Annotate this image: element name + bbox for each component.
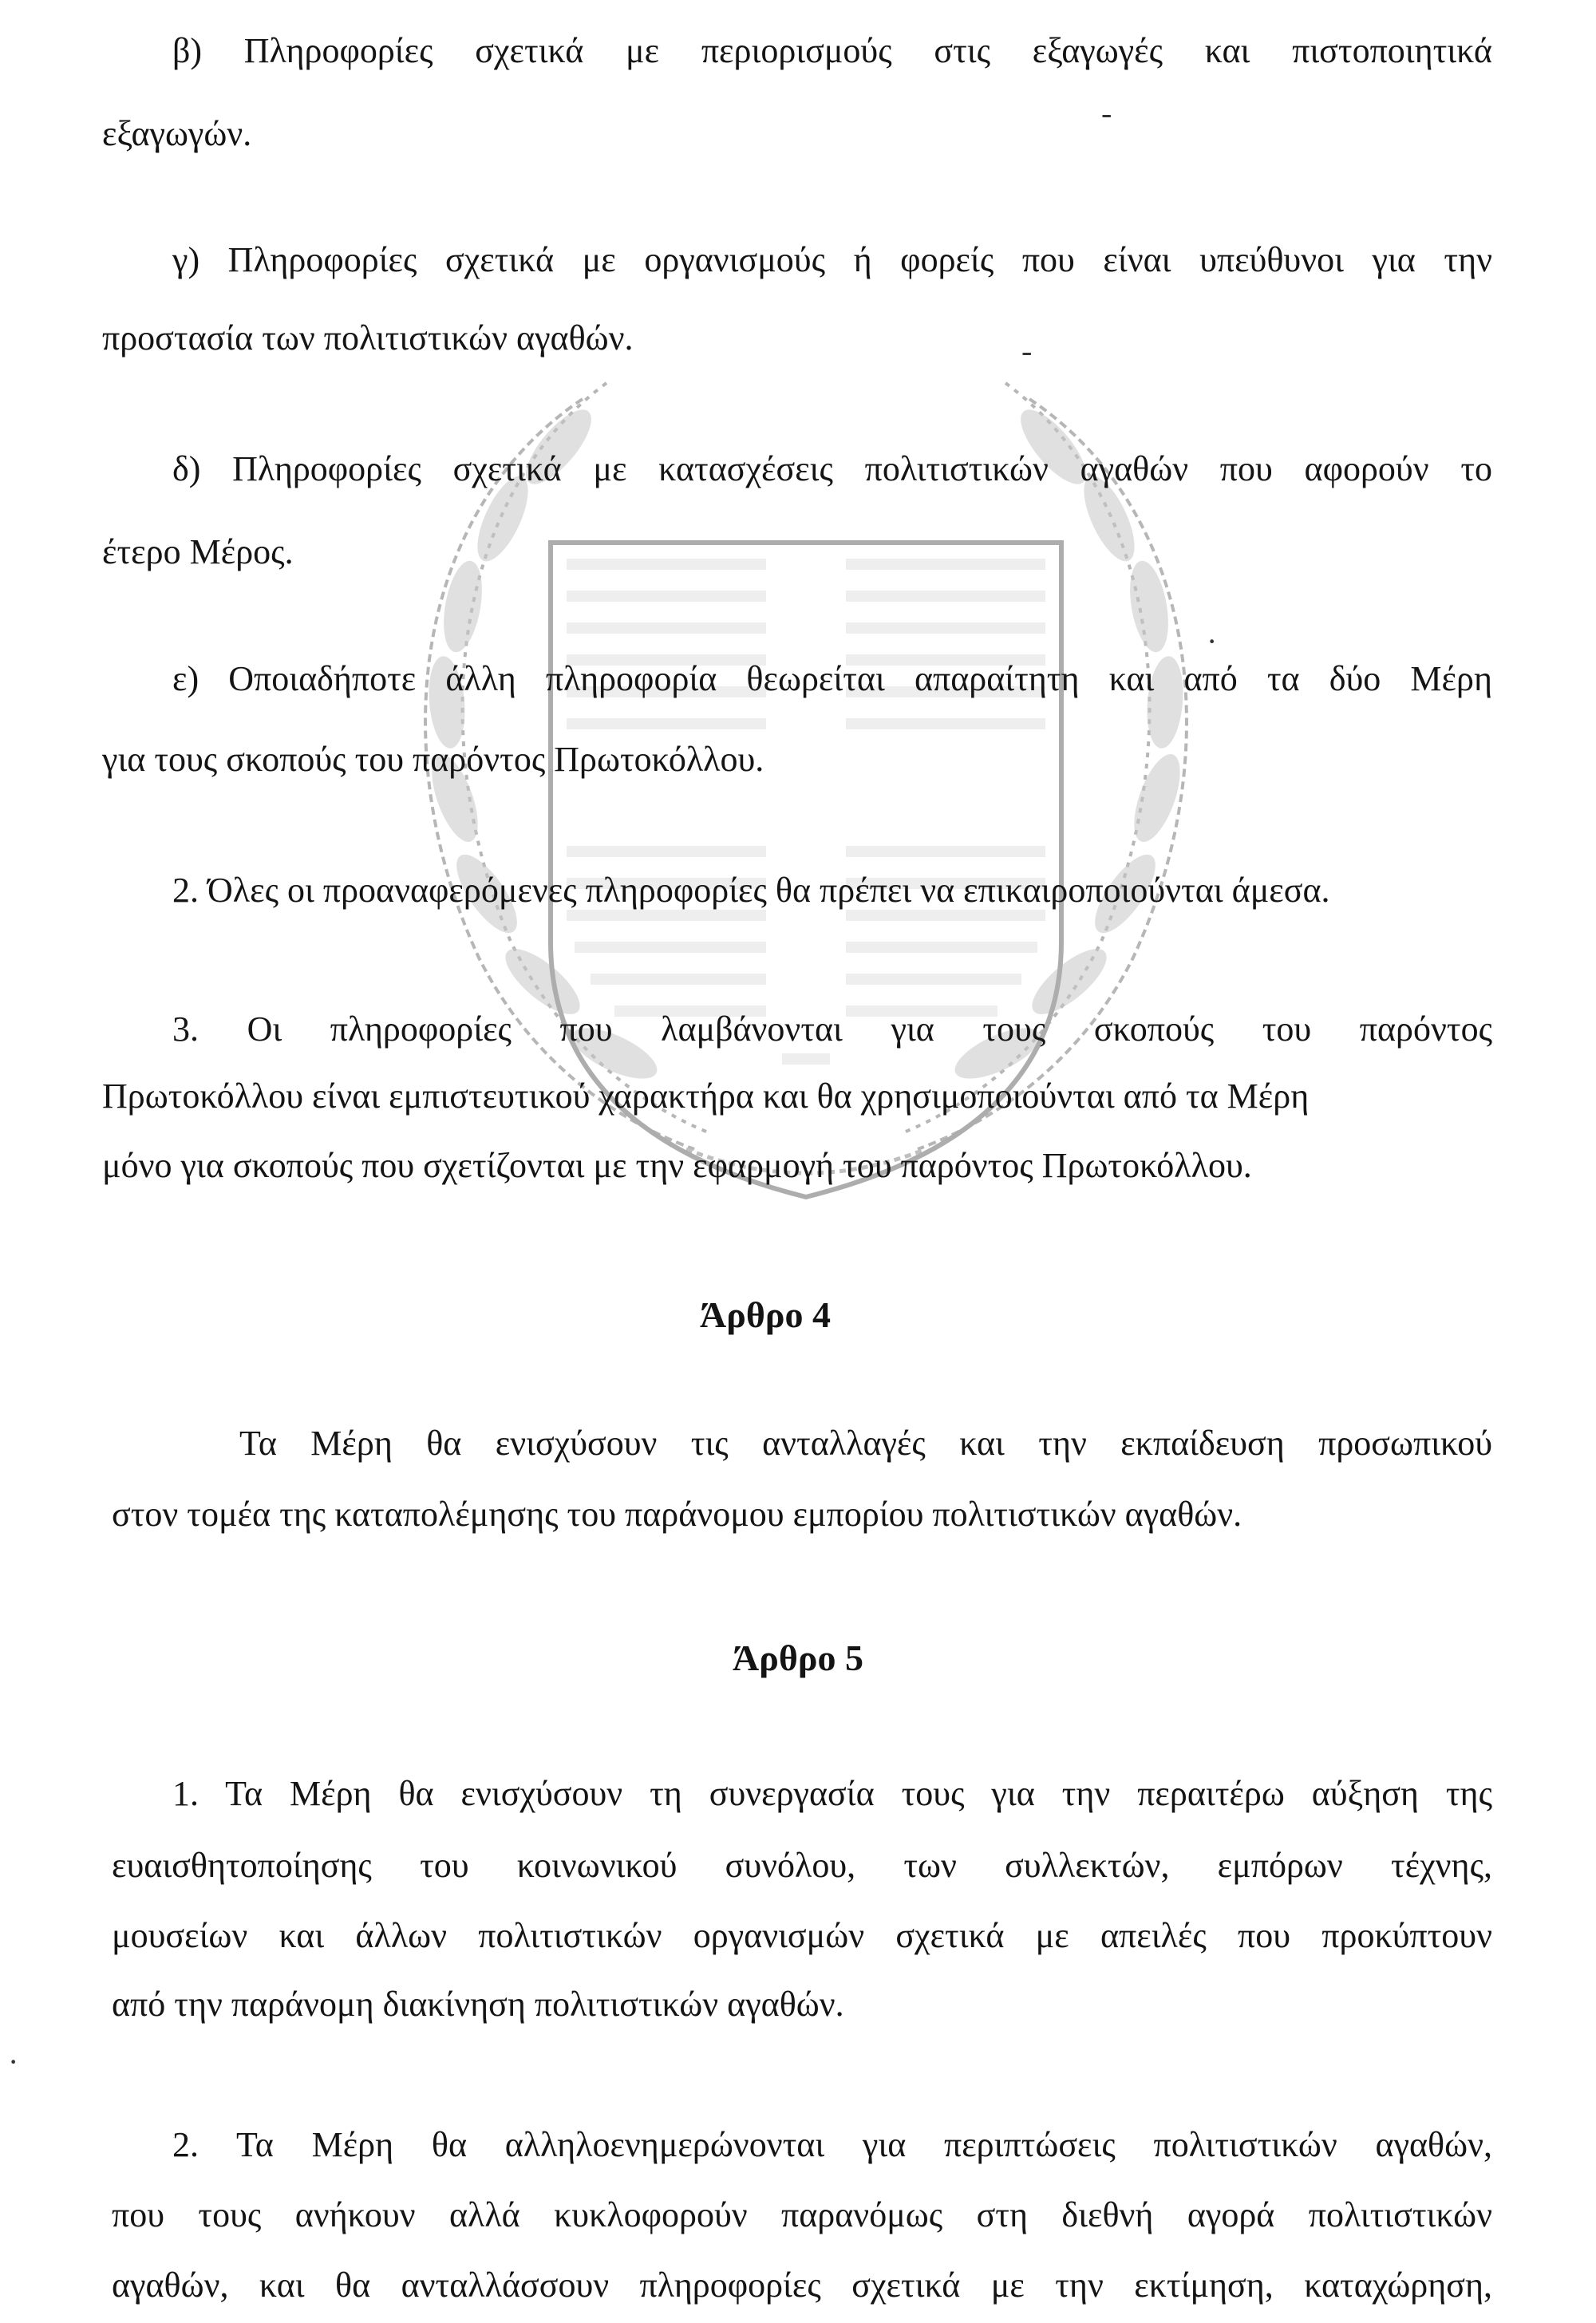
article-5-item-2-line-1: 2. Τα Μέρη θα αλληλοενημερώνονται για περιπτώσεις πολιτιστικών αγαθών, (172, 2125, 1492, 2164)
scan-speck: · (1207, 623, 1218, 659)
article-5-item-1-line-4: από την παράνομη διακίνηση πολιτιστικών αγαθών. (112, 1985, 844, 2024)
item-3-line-3: μόνο για σκοπούς που σχετίζονται με την εφαρμογή του παρόντος Πρωτοκόλλου. (102, 1146, 1252, 1185)
article-4-line-2: στον τομέα της καταπολέμησης του παράνομου εμπορίου πολιτιστικών αγαθών. (112, 1495, 1242, 1534)
scan-speck: · (8, 2044, 19, 2080)
article-5-item-1-line-2: ευαισθητοποίησης του κοινωνικού συνόλου, των συλλεκτών, εμπόρων τέχνης, (112, 1846, 1492, 1885)
item-3-line-2: Πρωτοκόλλου είναι εμπιστευτικού χαρακτήρα και θα χρησιμοποιούνται από τα Μέρη (102, 1077, 1310, 1116)
paragraph-gamma-line-1: γ) Πληροφορίες σχετικά με οργανισμούς ή φορείς που είναι υπεύθυνοι για την (172, 240, 1492, 279)
scan-speck: - (1021, 333, 1033, 369)
item-3-line-1: 3. Οι πληροφορίες που λαμβάνονται για τους σκοπούς του παρόντος (172, 1009, 1492, 1049)
scan-speck: - (1101, 95, 1112, 131)
article-5-heading: Άρθρο 5 (733, 1638, 863, 1678)
paragraph-delta-line-1: δ) Πληροφορίες σχετικά με κατασχέσεις πολιτιστικών αγαθών που αφορούν το (172, 449, 1492, 488)
paragraph-delta-line-2: έτερο Μέρος. (102, 532, 294, 571)
article-4-line-1: Τα Μέρη θα ενισχύσουν τις ανταλλαγές και την εκπαίδευση προσωπικού (239, 1424, 1492, 1463)
paragraph-epsilon-line-1: ε) Οποιαδήποτε άλλη πληροφορία θεωρείται απαραίτητη και από τα δύο Μέρη (172, 659, 1492, 698)
paragraph-gamma-line-2: προστασία των πολιτιστικών αγαθών. (102, 318, 634, 358)
article-5-item-2-line-2: που τους ανήκουν αλλά κυκλοφορούν παρανόμως στη διεθνή αγορά πολιτιστικών (112, 2195, 1492, 2234)
item-2-line-1: 2. Όλες οι προαναφερόμενες πληροφορίες θα πρέπει να επικαιροποιούνται άμεσα. (172, 871, 1330, 910)
article-5-item-2-line-3: αγαθών, και θα ανταλλάσσουν πληροφορίες σχετικά με την εκτίμηση, καταχώρηση, (112, 2266, 1492, 2305)
paragraph-beta-line-1: β) Πληροφορίες σχετικά με περιορισμούς στις εξαγωγές και πιστοποιητικά (172, 31, 1492, 70)
article-4-heading: Άρθρο 4 (700, 1294, 831, 1335)
article-5-item-1-line-3: μουσείων και άλλων πολιτιστικών οργανισμών σχετικά με απειλές που προκύπτουν (112, 1916, 1492, 1955)
paragraph-epsilon-line-2: για τους σκοπούς του παρόντος Πρωτοκόλλου. (102, 740, 764, 779)
paragraph-beta-line-2: εξαγωγών. (102, 114, 252, 153)
article-5-item-1-line-1: 1. Τα Μέρη θα ενισχύσουν τη συνεργασία τους για την περαιτέρω αύξηση της (172, 1774, 1492, 1813)
